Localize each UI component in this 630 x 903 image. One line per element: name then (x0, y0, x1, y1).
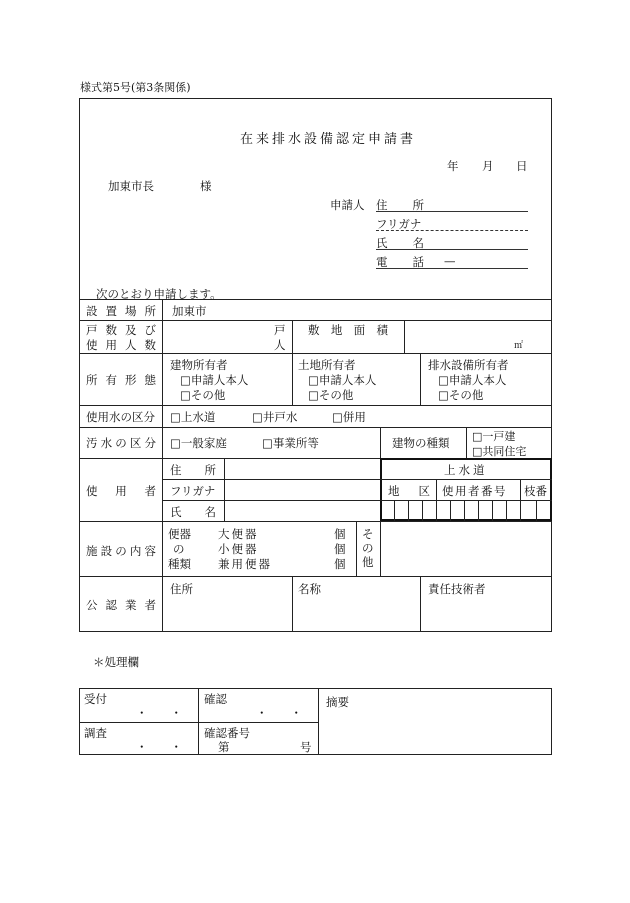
location-value[interactable]: 加東市 (172, 304, 207, 318)
water-type-label: 使用水の区分 (86, 410, 155, 424)
ownership-drainage-opt2[interactable]: □その他 (438, 388, 484, 402)
confirmed-date[interactable]: ・ ・ (256, 706, 302, 720)
user-furigana-label: フリガナ (170, 484, 216, 498)
date-month: 月 (482, 159, 494, 173)
ownership-building-title: 建物所有者 (170, 358, 228, 372)
toilet-item-small: 小便器 (218, 542, 259, 556)
site-area-label: 敷 地 面 積 (308, 323, 388, 337)
form-title: 在来排水設備認定申請書 (240, 132, 417, 147)
user-number-label: 使用者番号 (442, 484, 507, 498)
investigated-date[interactable]: ・ ・ (136, 740, 182, 754)
applicant-phone-line[interactable] (376, 268, 528, 269)
building-opt-apartment[interactable]: □共同住宅 (472, 445, 527, 458)
applicant-phone-label: 電 話 (376, 255, 424, 269)
date-day: 日 (516, 159, 528, 173)
toilet-item-combined: 兼用便器 (218, 557, 272, 571)
applicant-address-line[interactable] (376, 211, 528, 212)
persons-unit: 人 (274, 338, 286, 352)
sewage-type-label: 汚 水 の 区 分 (86, 436, 156, 450)
facility-other-label: そ の 他 (362, 527, 374, 569)
toilet-type-label: 便器 の 種類 (168, 527, 191, 571)
toilet-units: 個 個 個 (334, 527, 346, 571)
households-label-2: 使 用 人 数 (86, 338, 156, 352)
date-year: 年 (447, 159, 459, 173)
applicant-address-label: 住 所 (376, 198, 424, 212)
ownership-land-opt1[interactable]: □申請人本人 (308, 373, 377, 387)
location-label: 設 置 場 所 (86, 304, 156, 318)
applicant-name-line[interactable] (376, 249, 528, 250)
water-opt-well[interactable]: □井戸水 (252, 410, 298, 424)
households-unit: 戸 (274, 323, 286, 337)
contractor-engineer-label: 責任技術者 (428, 582, 486, 596)
confirm-number-label: 確認番号 (204, 726, 250, 740)
applicant-label: 申請人 (330, 198, 365, 212)
ownership-land-title: 土地所有者 (298, 358, 356, 372)
confirm-number-prefix: 第 (218, 740, 230, 754)
form-number: 様式第5号(第3条関係) (80, 81, 191, 94)
investigated-label: 調査 (84, 726, 107, 740)
contractor-label: 公 認 業 者 (86, 598, 156, 612)
sewage-opt-household[interactable]: □一般家庭 (170, 436, 227, 450)
site-area-unit: ㎡ (514, 341, 524, 351)
received-label: 受付 (84, 692, 107, 706)
applicant-name-label: 氏 名 (376, 236, 424, 250)
user-label: 使 用 者 (86, 484, 156, 498)
addressee-name: 加東市長 (108, 179, 154, 193)
user-name-label: 氏 名 (170, 505, 216, 519)
contractor-address-label: 住所 (170, 582, 193, 596)
water-opt-tap[interactable]: □上水道 (170, 410, 216, 424)
ownership-building-opt2[interactable]: □その他 (180, 388, 226, 402)
water-meter-title: 上水道 (444, 463, 488, 477)
applicant-furigana-line[interactable] (376, 230, 528, 231)
contractor-name-label: 名称 (298, 582, 321, 596)
confirmed-label: 確認 (204, 692, 227, 706)
sewage-opt-business[interactable]: □事業所等 (262, 436, 319, 450)
facility-label: 施 設 の 内 容 (86, 544, 156, 558)
water-opt-both[interactable]: □併用 (332, 410, 366, 424)
addressee-honorific: 様 (200, 179, 212, 193)
processing-label: ＊処理欄 (93, 655, 139, 669)
user-address-label: 住 所 (170, 463, 216, 477)
applicant-phone-dash: — (444, 254, 456, 268)
applicant-furigana-label: フリガナ (376, 217, 422, 231)
ownership-building-opt1[interactable]: □申請人本人 (180, 373, 249, 387)
toilet-item-large: 大便器 (218, 527, 259, 541)
ownership-land-opt2[interactable]: □その他 (308, 388, 354, 402)
received-date[interactable]: ・ ・ (136, 706, 182, 720)
toilet-items (218, 527, 272, 572)
district-label: 地 区 (388, 484, 430, 498)
branch-label: 枝番 (524, 484, 547, 498)
building-opt-detached[interactable]: □一戸建 (472, 430, 516, 443)
building-type-label: 建物の種類 (392, 436, 450, 450)
confirm-number-suffix: 号 (300, 740, 312, 754)
ownership-drainage-title: 排水設備所有者 (428, 358, 509, 372)
households-label-1: 戸 数 及 び (86, 323, 156, 337)
summary-label: 摘要 (326, 695, 349, 709)
intro-text: 次のとおり申請します。 (96, 287, 222, 301)
ownership-drainage-opt1[interactable]: □申請人本人 (438, 373, 507, 387)
ownership-label: 所 有 形 態 (86, 373, 156, 387)
